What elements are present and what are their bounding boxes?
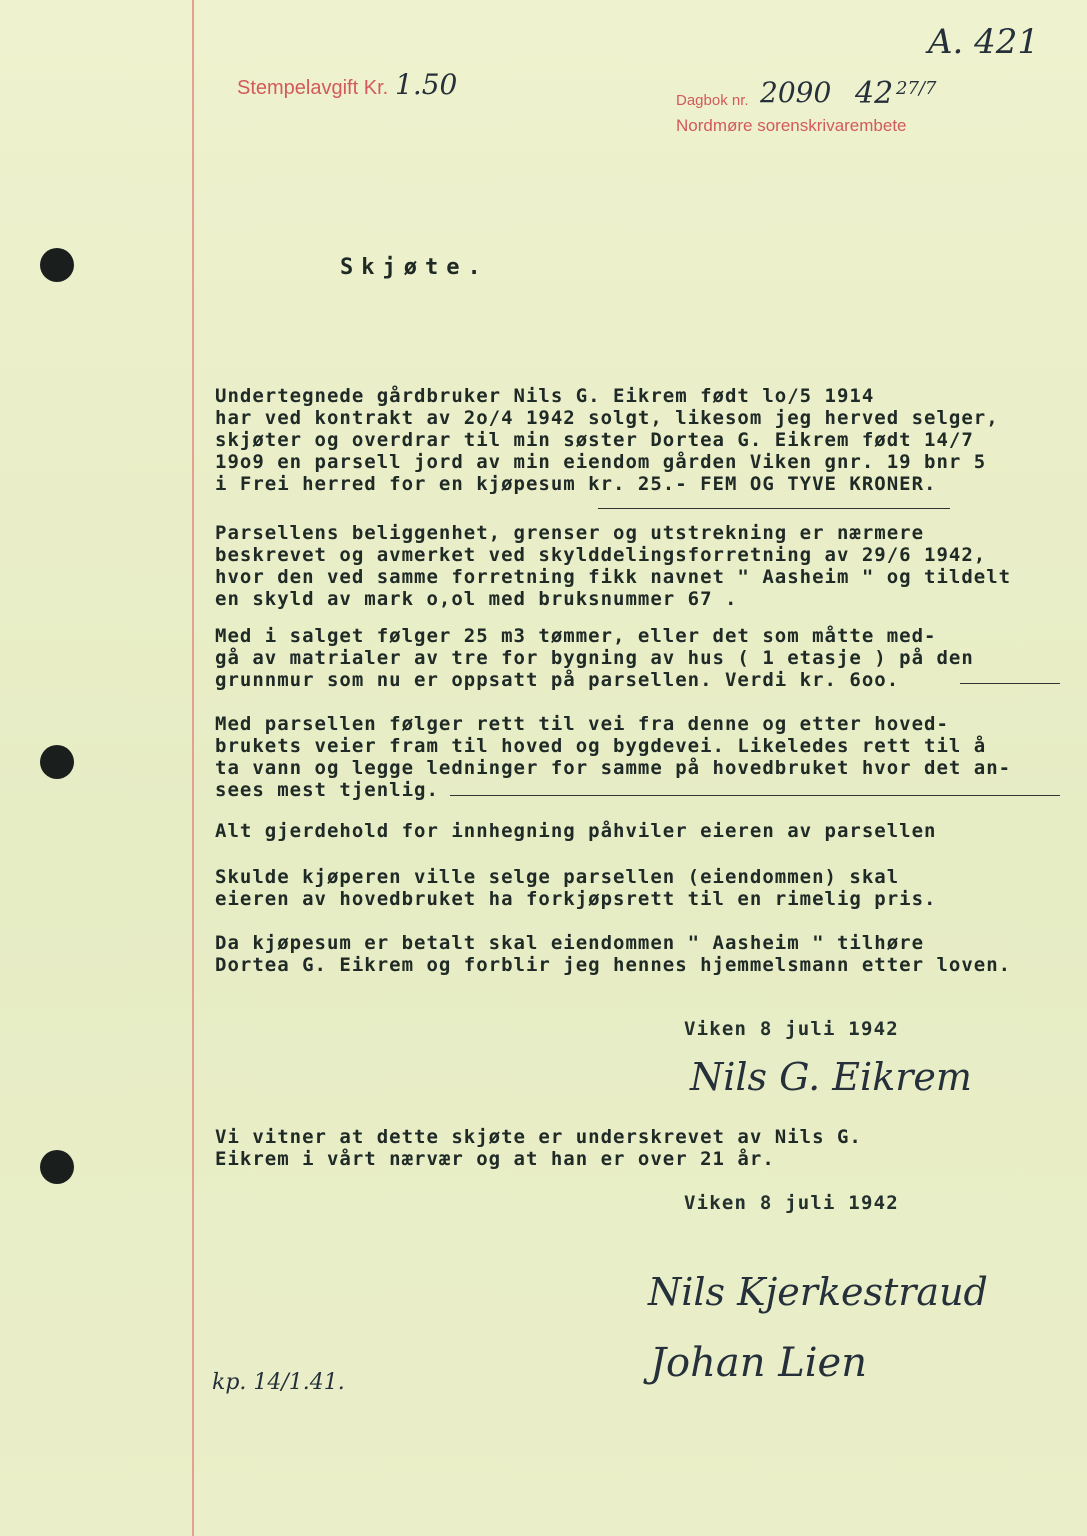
archive-reference: A. 421 [928,22,1040,62]
paragraph-7 [215,932,1065,976]
text-line: Dortea G. Eikrem og forblir jeg hennes hjemmelsmann etter loven. [215,954,1012,976]
stamp-fee-value: 1.50 [395,68,458,101]
text-line: Da kjøpesum er betalt skal eiendommen " Aasheim " tilhøre [215,932,925,954]
paragraph-3 [215,625,1065,691]
text-line: brukets veier fram til hoved og bygdevei. Likeledes rett til å [215,735,987,757]
document-title: Skjøte. [340,255,489,280]
fill-dash [960,683,1060,684]
text-line: hvor den ved samme forretning fikk navnet " Aasheim " og tildelt [215,566,1012,588]
text-line: 19o9 en parsell jord av min eiendom gården Viken gnr. 19 bnr 5 [215,451,987,473]
office-stamp: Nordmøre sorenskrivarembete [676,116,907,135]
text-line: skjøter og overdrar til min søster Dortea G. Eikrem født 14/7 [215,429,974,451]
text-line: Med i salget følger 25 m3 tømmer, eller det som måtte med- [215,625,937,647]
text-line: Vi vitner at dette skjøte er underskrevet av Nils G. [215,1126,862,1148]
text-line: i Frei herred for en kjøpesum kr. 25.- FEM OG TYVE KRONER. [215,473,937,495]
paragraph-6 [215,866,1065,910]
dagbok-label: Dagbok nr. [676,92,749,109]
text-line: Alt gjerdehold for innhegning påhviler eieren av parsellen [215,820,937,842]
paragraph-4 [215,713,1065,801]
text-line: Skulde kjøperen ville selge parsellen (eiendommen) skal [215,866,900,888]
witness-signature-1: Nils Kjerkestraud [648,1270,988,1314]
seller-signature: Nils G. Eikrem [690,1055,972,1099]
text-line: Med parsellen følger rett til vei fra denne og etter hoved- [215,713,949,735]
margin-rule [192,0,194,1536]
witness-signature-2: Johan Lien [650,1340,867,1386]
price-underline [598,508,950,509]
text-line: ta vann og legge ledninger for samme på hovedbruket hvor det an- [215,757,1012,779]
fill-dash [450,795,1060,796]
text-line: en skyld av mark o,ol med bruksnummer 67 . [215,588,738,610]
paragraph-1 [215,385,1065,495]
dagbok-number: 2090 [760,76,832,109]
dagbok-date: 27/7 [896,78,937,99]
paragraph-2 [215,522,1065,610]
text-line: Undertegnede gårdbruker Nils G. Eikrem født lo/5 1914 [215,385,875,407]
dagbok-year: 42 [855,76,894,111]
punch-hole [40,745,74,779]
paragraph-5 [215,820,1065,842]
text-line: sees mest tjenlig. [215,779,439,801]
margin-note: kp. 14/1.41. [212,1370,345,1395]
witness-statement [215,1126,1065,1170]
text-line: gå av matrialer av tre for bygning av hus ( 1 etasje ) på den [215,647,974,669]
text-line: grunnmur som nu er oppsatt på parsellen. Verdi kr. 6oo. [215,669,900,691]
punch-hole [40,1150,74,1184]
text-line: Parsellens beliggenhet, grenser og utstrekning er nærmere [215,522,925,544]
text-line: eieren av hovedbruket ha forkjøpsrett til en rimelig pris. [215,888,937,910]
place-date-1: Viken 8 juli 1942 [684,1018,899,1040]
text-line: beskrevet og avmerket ved skylddelingsforretning av 29/6 1942, [215,544,987,566]
text-line: har ved kontrakt av 2o/4 1942 solgt, likesom jeg herved selger, [215,407,999,429]
text-line: Eikrem i vårt nærvær og at han er over 21 år. [215,1148,775,1170]
stamp-fee-label: Stempelavgift Kr. [237,77,389,99]
punch-hole [40,248,74,282]
place-date-2: Viken 8 juli 1942 [684,1192,899,1214]
